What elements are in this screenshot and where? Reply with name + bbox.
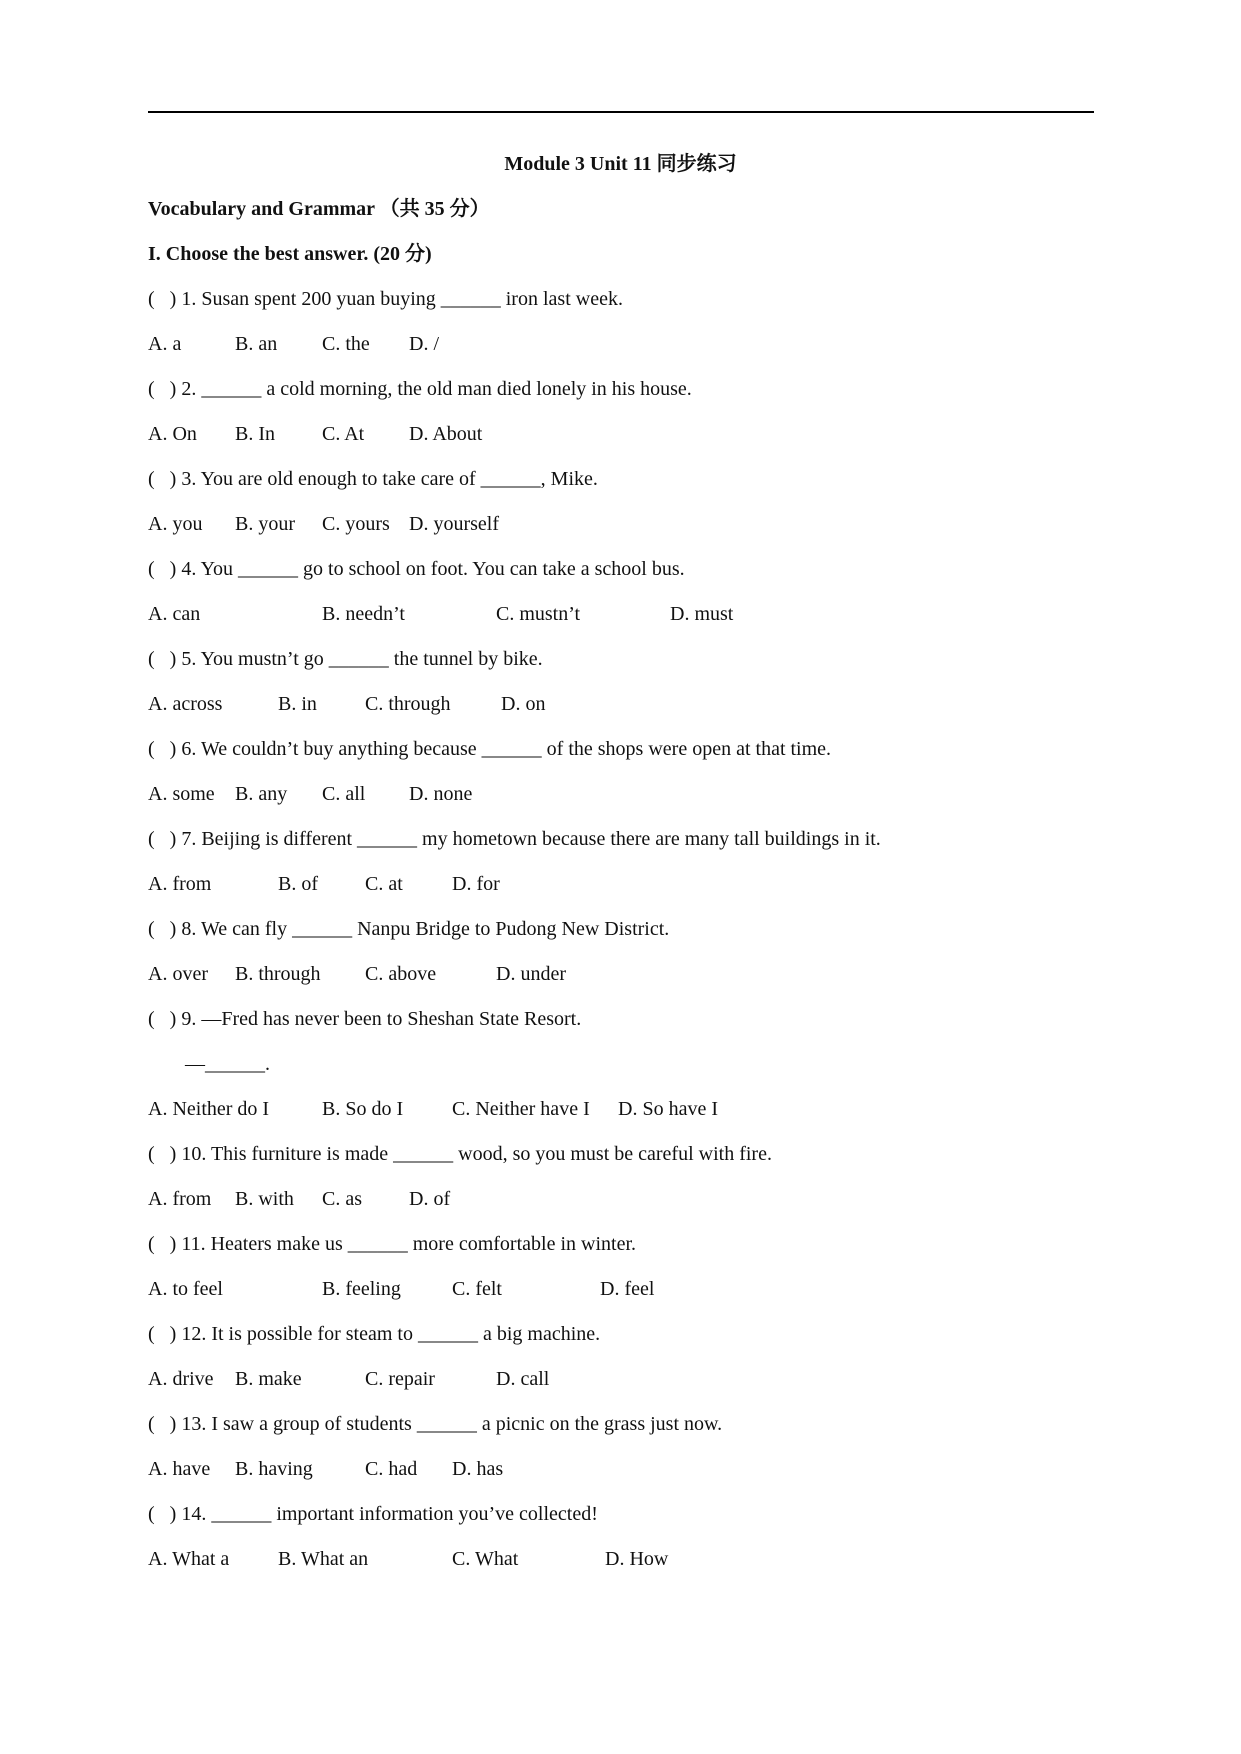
question-options-10 xyxy=(148,1187,1048,1211)
option-b: B. in xyxy=(278,693,317,715)
option-b: B. with xyxy=(235,1188,294,1210)
question-stem-3: ( ) 3. You are old enough to take care of ______, Mike. xyxy=(148,468,598,490)
option-d: D. call xyxy=(496,1368,550,1390)
option-a: A. over xyxy=(148,963,208,985)
option-a: A. On xyxy=(148,423,197,445)
option-a: A. to feel xyxy=(148,1278,223,1300)
option-b: B. needn’t xyxy=(322,603,405,625)
option-a: A. a xyxy=(148,333,182,355)
option-b: B. your xyxy=(235,513,295,535)
option-b: B. So do I xyxy=(322,1098,404,1120)
option-a: A. What a xyxy=(148,1548,230,1570)
question-options-14 xyxy=(148,1547,1048,1571)
option-c: C. had xyxy=(365,1458,418,1480)
option-a: A. can xyxy=(148,603,201,625)
option-b: B. feeling xyxy=(322,1278,401,1300)
option-c: C. felt xyxy=(452,1278,502,1300)
option-d: D. About xyxy=(409,423,483,445)
section-heading: Vocabulary and Grammar （共 35 分） xyxy=(148,198,490,220)
question-stem-8: ( ) 8. We can fly ______ Nanpu Bridge to Pudong New District. xyxy=(148,918,670,940)
option-d: D. / xyxy=(409,333,439,355)
question-stem-2: ( ) 2. ______ a cold morning, the old man died lonely in his house. xyxy=(148,378,692,400)
question-options-8 xyxy=(148,962,1048,986)
question-stem-4: ( ) 4. You ______ go to school on foot. You can take a school bus. xyxy=(148,558,685,580)
option-c: C. as xyxy=(322,1188,362,1210)
question-options-4 xyxy=(148,602,1048,626)
question-response-9: —______. xyxy=(185,1053,270,1075)
question-stem-5: ( ) 5. You mustn’t go ______ the tunnel by bike. xyxy=(148,648,543,670)
question-stem-12: ( ) 12. It is possible for steam to ______ a big machine. xyxy=(148,1323,601,1345)
part-heading: I. Choose the best answer. (20 分) xyxy=(148,243,432,265)
option-b: B. having xyxy=(235,1458,313,1480)
option-c: C. above xyxy=(365,963,437,985)
option-b: B. of xyxy=(278,873,318,895)
option-a: A. you xyxy=(148,513,203,535)
question-stem-6: ( ) 6. We couldn’t buy anything because ______ of the shops were open at that time. xyxy=(148,738,832,760)
question-options-3 xyxy=(148,512,1048,536)
question-stem-11: ( ) 11. Heaters make us ______ more comfortable in winter. xyxy=(148,1233,637,1255)
question-stem-14: ( ) 14. ______ important information you’ve collected! xyxy=(148,1503,598,1525)
option-a: A. from xyxy=(148,873,212,895)
question-options-7 xyxy=(148,872,1048,896)
option-c: C. yours xyxy=(322,513,390,535)
question-options-1 xyxy=(148,332,1048,356)
option-c: C. the xyxy=(322,333,370,355)
option-d: D. must xyxy=(670,603,734,625)
option-d: D. of xyxy=(409,1188,451,1210)
page-title: Module 3 Unit 11 同步练习 xyxy=(504,153,737,175)
option-c: C. at xyxy=(365,873,403,895)
option-a: A. drive xyxy=(148,1368,214,1390)
option-b: B. any xyxy=(235,783,288,805)
option-b: B. In xyxy=(235,423,275,445)
option-a: A. from xyxy=(148,1188,212,1210)
question-stem-1: ( ) 1. Susan spent 200 yuan buying ______ iron last week. xyxy=(148,288,623,310)
option-c: C. through xyxy=(365,693,451,715)
option-b: B. an xyxy=(235,333,278,355)
option-c: C. At xyxy=(322,423,365,445)
question-options-5 xyxy=(148,692,1048,716)
question-stem-9: ( ) 9. —Fred has never been to Sheshan State Resort. xyxy=(148,1008,582,1030)
option-b: B. What an xyxy=(278,1548,369,1570)
option-a: A. Neither do I xyxy=(148,1098,270,1120)
option-c: C. repair xyxy=(365,1368,435,1390)
option-c: C. mustn’t xyxy=(496,603,581,625)
question-stem-13: ( ) 13. I saw a group of students ______ a picnic on the grass just now. xyxy=(148,1413,723,1435)
option-b: B. make xyxy=(235,1368,302,1390)
question-options-9 xyxy=(148,1097,1048,1121)
option-c: C. What xyxy=(452,1548,519,1570)
question-options-12 xyxy=(148,1367,1048,1391)
option-d: D. How xyxy=(605,1548,669,1570)
option-d: D. feel xyxy=(600,1278,655,1300)
question-stem-7: ( ) 7. Beijing is different ______ my hometown because there are many tall buildings in it. xyxy=(148,828,881,850)
question-options-2 xyxy=(148,422,1048,446)
header-rule xyxy=(148,111,1094,113)
option-d: D. on xyxy=(501,693,546,715)
option-c: C. all xyxy=(322,783,366,805)
option-a: A. have xyxy=(148,1458,211,1480)
option-d: D. So have I xyxy=(618,1098,718,1120)
question-stem-10: ( ) 10. This furniture is made ______ wood, so you must be careful with fire. xyxy=(148,1143,772,1165)
option-b: B. through xyxy=(235,963,321,985)
option-c: C. Neither have I xyxy=(452,1098,590,1120)
option-d: D. under xyxy=(496,963,566,985)
option-d: D. yourself xyxy=(409,513,499,535)
question-options-13 xyxy=(148,1457,1048,1481)
option-d: D. for xyxy=(452,873,500,895)
option-d: D. has xyxy=(452,1458,504,1480)
question-options-11 xyxy=(148,1277,1048,1301)
option-a: A. across xyxy=(148,693,223,715)
question-options-6 xyxy=(148,782,1048,806)
option-d: D. none xyxy=(409,783,473,805)
option-a: A. some xyxy=(148,783,215,805)
